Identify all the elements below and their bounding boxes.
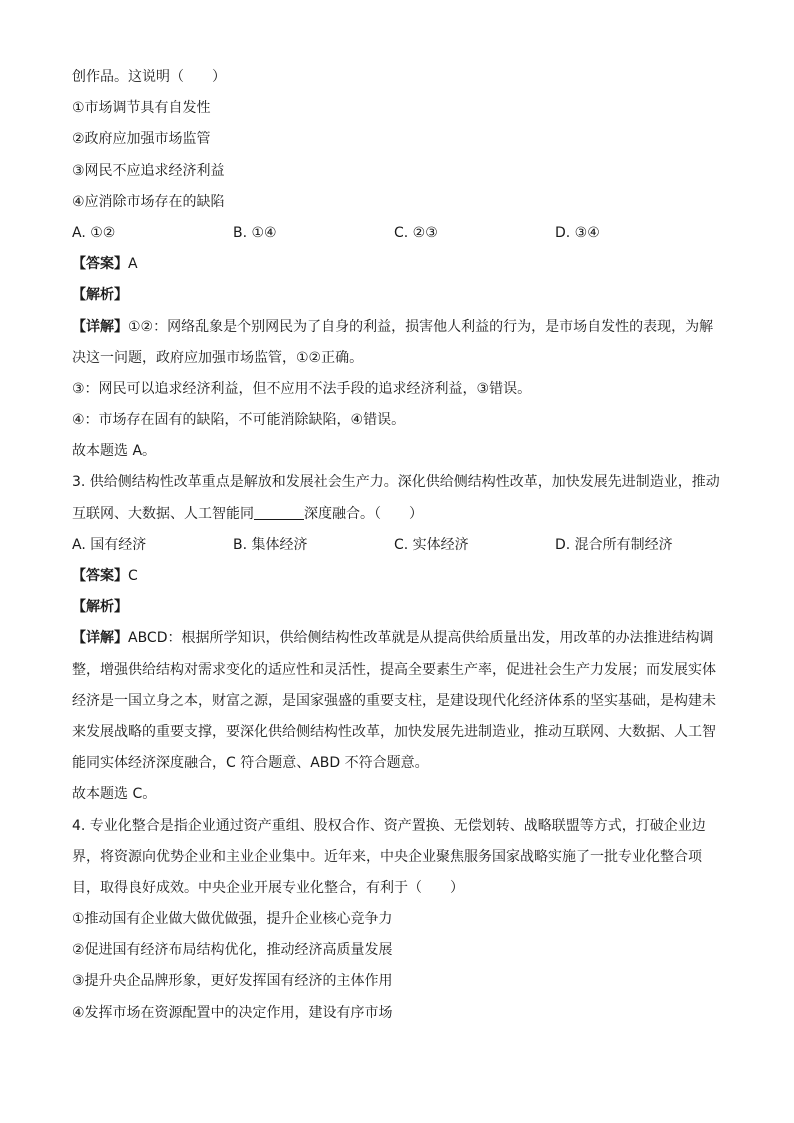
q2-item-2: ②政府应加强市场监管 (72, 131, 211, 148)
q2-detail-line-4: ④：市场存在固有的缺陷，不可能消除缺陷，④错误。 (72, 412, 406, 429)
q2-option-b: B. ①④ (233, 224, 277, 241)
q3-answer-label: 【答案】 (72, 568, 128, 584)
q2-detail-line-1 (72, 312, 722, 343)
q2-detail-label: 【详解】 (72, 318, 128, 335)
q4-stem-line-3: 目，取得良好成效。中央企业开展专业化整合，有利于（ ） (72, 879, 464, 896)
q3-detail-line-1 (72, 623, 722, 654)
q2-item-4: ④应消除市场存在的缺陷 (72, 193, 225, 210)
q2-item-3: ③网民不应追求经济利益 (72, 162, 225, 179)
q3-detail-line-5: 能同实体经济深度融合，C 符合题意、ABD 不符合题意。 (72, 755, 429, 772)
q3-answer-value: C (128, 568, 138, 584)
q3-analysis-label: 【解析】 (72, 599, 128, 616)
q2-answer-value: A (128, 256, 138, 273)
q4-stem-line-1: 4. 专业化整合是指企业通过资产重组、股权合作、资产置换、无偿划转、战略联盟等方式，打破企业边 (72, 817, 706, 834)
q3-fill-blank (254, 505, 304, 520)
q3-answer (72, 561, 722, 592)
q4-item-2: ②促进国有经济布局结构优化，推动经济高质量发展 (72, 942, 393, 959)
q3-options (72, 530, 722, 561)
q2-option-c: C. ②③ (394, 224, 438, 241)
q2-detail-line-3: ③：网民可以追求经济利益，但不应用不法手段的追求经济利益，③错误。 (72, 380, 532, 397)
q2-analysis-label: 【解析】 (72, 287, 128, 304)
q4-stem-line-2: 界，将资源向优势企业和主业企业集中。近年来，中央企业聚焦服务国家战略实施了一批专业化整合项 (72, 848, 702, 865)
q2-answer (72, 249, 722, 280)
q2-stem-tail: 创作品。这说明（ ） (72, 69, 226, 85)
q3-option-d: D. 混合所有制经济 (555, 536, 673, 553)
q4-item-4: ④发挥市场在资源配置中的决定作用，建设有序市场 (72, 1004, 393, 1021)
q3-detail-line-2: 整，增强供给结构对需求变化的适应性和灵活性，提高全要素生产率，促进社会生产力发展；而发展实体 (72, 661, 716, 678)
q3-detail-line-3: 经济是一国立身之本，财富之源，是国家强盛的重要支柱，是建设现代化经济体系的坚实基础，是构建未 (72, 692, 716, 709)
q3-conclusion: 故本题选 C。 (72, 786, 157, 803)
q2-detail-line-2: 决这一问题，政府应加强市场监管，①②正确。 (72, 349, 364, 366)
q2-answer-label: 【答案】 (72, 256, 128, 273)
q3-stem-line-1: 3. 供给侧结构性改革重点是解放和发展社会生产力。深化供给侧结构性改革，加快发展先进制造业，推动 (72, 474, 720, 491)
q3-detail-label: 【详解】 (72, 630, 128, 647)
q3-option-a: A. 国有经济 (72, 536, 147, 553)
q3-detail-line-4: 来发展战略的重要支撑，要深化供给侧结构性改革，加快发展先进制造业，推动互联网、大数据、人工智 (72, 723, 716, 740)
q3-detail-text-1: ABCD：根据所学知识，供给侧结构性改革就是从提高供给质量出发，用改革的办法推进结构调 (128, 630, 714, 647)
q3-stem-line-2-b: 深度融合。（ ） (304, 505, 423, 522)
document-page (72, 62, 722, 1029)
q2-detail-text-1: ①②：网络乱象是个别网民为了自身的利益，损害他人利益的行为，是市场自发性的表现，为解 (128, 318, 714, 335)
q4-item-1: ①推动国有企业做大做优做强，提升企业核心竞争力 (72, 911, 393, 928)
q2-options (72, 218, 722, 249)
q3-stem-line-2-a: 互联网、大数据、人工智能同 (72, 505, 254, 522)
q2-option-a: A. ①② (72, 224, 116, 241)
q2-item-1: ①市场调节具有自发性 (72, 100, 211, 117)
q4-item-3: ③提升央企品牌形象，更好发挥国有经济的主体作用 (72, 973, 393, 990)
q3-option-c: C. 实体经济 (394, 536, 469, 553)
q3-stem-line-2 (72, 499, 722, 530)
q2-option-d: D. ③④ (555, 224, 600, 241)
q3-option-b: B. 集体经济 (233, 536, 308, 553)
q2-conclusion: 故本题选 A。 (72, 443, 157, 460)
